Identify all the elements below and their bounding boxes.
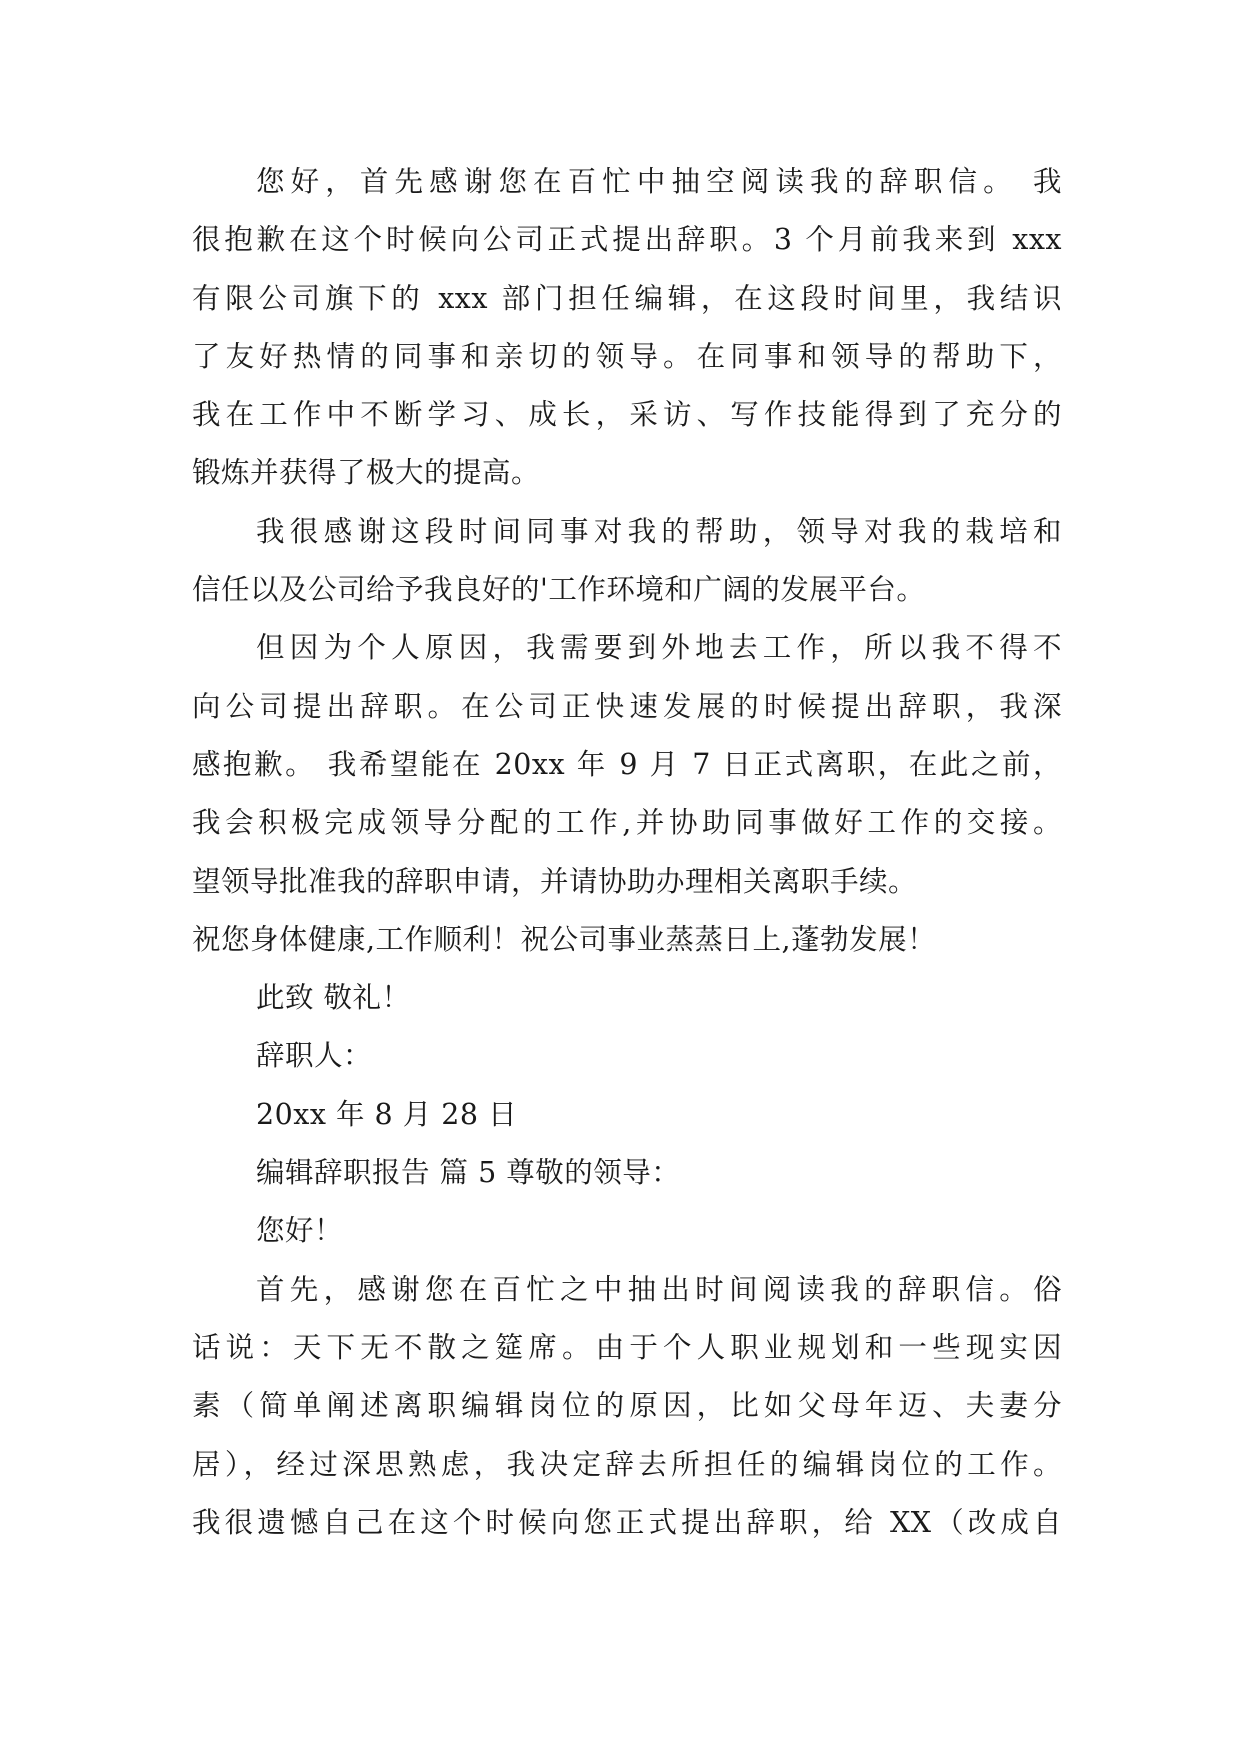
text-line: 但因为个人原因，我需要到外地去工作，所以我不得不 — [256, 631, 1062, 665]
text-line: 祝您身体健康,工作顺利！祝公司事业蒸蒸日上,蓬勃发展！ — [192, 922, 937, 956]
text-line: 信任以及公司给予我良好的'工作环境和广阔的发展平台。 — [192, 573, 926, 607]
text-line: 辞职人： — [256, 1039, 373, 1073]
text-line: 我很感谢这段时间同事对我的帮助，领导对我的栽培和 — [256, 514, 1062, 548]
text-line: 向公司提出辞职。在公司正快速发展的时候提出辞职，我深 — [192, 689, 1062, 723]
text-line: 居），经过深思熟虑，我决定辞去所担任的编辑岗位的工作。 — [192, 1447, 1062, 1481]
text-line: 此致 敬礼！ — [256, 981, 411, 1015]
text-line: 您好！ — [256, 1214, 344, 1248]
text-line: 锻炼并获得了极大的提高。 — [192, 456, 541, 490]
text-line: 有限公司旗下的 xxx 部门担任编辑，在这段时间里，我结识 — [192, 281, 1062, 315]
text-line: 我很遗憾自己在这个时候向您正式提出辞职，给 XX（改成自 — [192, 1505, 1062, 1539]
text-line: 话说：天下无不散之筵席。由于个人职业规划和一些现实因 — [192, 1330, 1062, 1364]
text-line: 首先，感谢您在百忙之中抽出时间阅读我的辞职信。俗 — [256, 1272, 1062, 1306]
text-line: 我在工作中不断学习、成长，采访、写作技能得到了充分的 — [192, 398, 1062, 432]
text-line: 了友好热情的同事和亲切的领导。在同事和领导的帮助下， — [192, 339, 1062, 373]
text-line: 编辑辞职报告 篇 5 尊敬的领导： — [256, 1156, 681, 1190]
text-line: 素（简单阐述离职编辑岗位的原因，比如父母年迈、夫妻分 — [192, 1389, 1062, 1423]
text-line: 感抱歉。 我希望能在 20xx 年 9 月 7 日正式离职，在此之前， — [192, 747, 1062, 781]
text-line: 很抱歉在这个时候向公司正式提出辞职。3 个月前我来到 xxx — [192, 223, 1062, 257]
text-line: 20xx 年 8 月 28 日 — [256, 1097, 518, 1131]
letter-body — [192, 153, 1062, 1552]
text-line: 我会积极完成领导分配的工作,并协助同事做好工作的交接。 — [192, 806, 1062, 840]
text-line: 您好，首先感谢您在百忙中抽空阅读我的辞职信。 我 — [256, 165, 1062, 198]
text-line: 望领导批准我的辞职申请，并请协助办理相关离职手续。 — [192, 864, 918, 898]
